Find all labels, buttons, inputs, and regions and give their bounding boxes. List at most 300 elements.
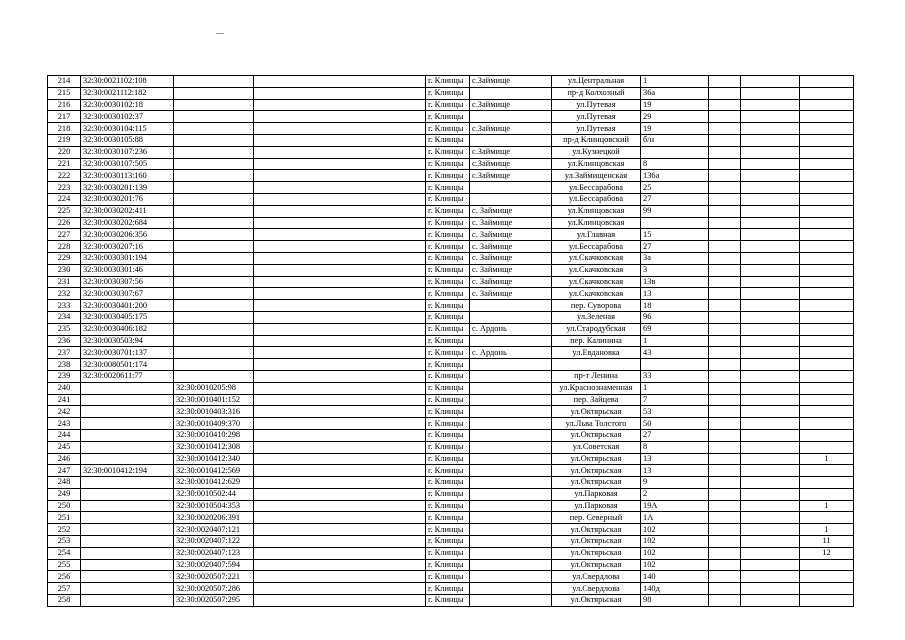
house-number-cell: 102 <box>641 524 709 536</box>
blank-column-cell <box>254 524 426 536</box>
row-number-cell: 246 <box>48 453 81 465</box>
street-cell: пер. Зайцева <box>552 394 641 406</box>
extra-column-2-cell <box>741 429 800 441</box>
street-cell: ул.Путевая <box>552 111 641 123</box>
row-number-cell: 257 <box>48 583 81 595</box>
cadastral-number-2-cell <box>174 193 254 205</box>
cadastral-number-1-cell: 32:30:0080501:174 <box>81 359 174 371</box>
street-cell: ул.Советская <box>552 441 641 453</box>
extra-column-2-cell <box>741 347 800 359</box>
settlement-cell <box>470 311 552 323</box>
cadastral-number-2-cell <box>174 347 254 359</box>
extra-column-1-cell <box>709 418 741 430</box>
settlement-cell <box>470 406 552 418</box>
city-cell: г. Клинцы <box>426 123 470 135</box>
cadastral-number-1-cell: 32:30:0030301:194 <box>81 252 174 264</box>
extra-column-2-cell <box>741 571 800 583</box>
extra-column-1-cell <box>709 311 741 323</box>
row-number-cell: 231 <box>48 276 81 288</box>
row-number-cell: 217 <box>48 111 81 123</box>
city-cell: г. Клинцы <box>426 536 470 548</box>
blank-column-cell <box>254 512 426 524</box>
extra-column-3-cell: 1 <box>800 500 854 512</box>
settlement-cell: с. Ардонь <box>470 323 552 335</box>
house-number-cell: б/н <box>641 134 709 146</box>
extra-column-3-cell <box>800 229 854 241</box>
extra-column-3-cell <box>800 359 854 371</box>
table-row <box>48 465 854 477</box>
cadastral-number-2-cell <box>174 229 254 241</box>
house-number-cell: 8 <box>641 441 709 453</box>
extra-column-1-cell <box>709 477 741 489</box>
street-cell: ул.Скачковская <box>552 276 641 288</box>
extra-column-3-cell <box>800 394 854 406</box>
table-row <box>48 477 854 489</box>
city-cell: г. Клинцы <box>426 146 470 158</box>
settlement-cell: с.Займище <box>470 123 552 135</box>
settlement-cell <box>470 370 552 382</box>
street-cell: ул.Скачковская <box>552 252 641 264</box>
extra-column-1-cell <box>709 500 741 512</box>
cadastral-number-1-cell: 32:30:0030207:16 <box>81 241 174 253</box>
settlement-cell <box>470 441 552 453</box>
street-cell: ул.Стародубская <box>552 323 641 335</box>
extra-column-3-cell <box>800 406 854 418</box>
street-cell: ул.Бессарабова <box>552 241 641 253</box>
city-cell: г. Клинцы <box>426 87 470 99</box>
row-number-cell: 253 <box>48 536 81 548</box>
settlement-cell <box>470 583 552 595</box>
settlement-cell <box>470 429 552 441</box>
extra-column-2-cell <box>741 453 800 465</box>
extra-column-3-cell <box>800 300 854 312</box>
row-number-cell: 249 <box>48 488 81 500</box>
table-row <box>48 276 854 288</box>
house-number-cell: 13 <box>641 453 709 465</box>
extra-column-3-cell: 12 <box>800 547 854 559</box>
cadastral-number-2-cell: 32:30:0010412:569 <box>174 465 254 477</box>
extra-column-2-cell <box>741 406 800 418</box>
extra-column-2-cell <box>741 158 800 170</box>
settlement-cell <box>470 465 552 477</box>
extra-column-1-cell <box>709 359 741 371</box>
cadastral-number-1-cell: 32:30:0030113:160 <box>81 170 174 182</box>
table-row <box>48 205 854 217</box>
extra-column-2-cell <box>741 370 800 382</box>
row-number-cell: 233 <box>48 300 81 312</box>
cadastral-number-1-cell: 32:30:0010412:194 <box>81 465 174 477</box>
street-cell: ул.Кузнецкой <box>552 146 641 158</box>
row-number-cell: 250 <box>48 500 81 512</box>
extra-column-1-cell <box>709 182 741 194</box>
cadastral-number-2-cell: 32:30:0010412:308 <box>174 441 254 453</box>
extra-column-2-cell <box>741 595 800 607</box>
street-cell: ул.Свердлова <box>552 571 641 583</box>
house-number-cell: 140д <box>641 583 709 595</box>
cadastral-number-2-cell: 32:30:0020206:391 <box>174 512 254 524</box>
row-number-cell: 241 <box>48 394 81 406</box>
settlement-cell <box>470 536 552 548</box>
row-number-cell: 254 <box>48 547 81 559</box>
city-cell: г. Клинцы <box>426 347 470 359</box>
cadastral-number-2-cell <box>174 323 254 335</box>
cadastral-number-1-cell: 32:30:0021112:182 <box>81 87 174 99</box>
house-number-cell: 27 <box>641 241 709 253</box>
house-number-cell: 13в <box>641 276 709 288</box>
extra-column-1-cell <box>709 323 741 335</box>
street-cell: ул.Октярьская <box>552 477 641 489</box>
table-row <box>48 264 854 276</box>
cadastral-number-1-cell <box>81 477 174 489</box>
cadastral-number-2-cell <box>174 335 254 347</box>
extra-column-2-cell <box>741 300 800 312</box>
row-number-cell: 232 <box>48 288 81 300</box>
blank-column-cell <box>254 134 426 146</box>
settlement-cell: с. Займище <box>470 276 552 288</box>
table-row <box>48 394 854 406</box>
city-cell: г. Клинцы <box>426 429 470 441</box>
street-cell: ул.Евдановка <box>552 347 641 359</box>
cadastral-number-2-cell <box>174 359 254 371</box>
street-cell: ул.Октярьская <box>552 465 641 477</box>
table-row <box>48 170 854 182</box>
row-number-cell: 256 <box>48 571 81 583</box>
blank-column-cell <box>254 193 426 205</box>
city-cell: г. Клинцы <box>426 300 470 312</box>
cadastral-number-1-cell: 32:30:0030102:18 <box>81 99 174 111</box>
cadastral-number-1-cell <box>81 382 174 394</box>
settlement-cell: с. Займище <box>470 229 552 241</box>
settlement-cell <box>470 488 552 500</box>
cadastral-number-2-cell <box>174 182 254 194</box>
extra-column-2-cell <box>741 87 800 99</box>
house-number-cell: 43 <box>641 347 709 359</box>
table-row <box>48 418 854 430</box>
extra-column-3-cell <box>800 465 854 477</box>
extra-column-2-cell <box>741 99 800 111</box>
blank-column-cell <box>254 406 426 418</box>
extra-column-1-cell <box>709 300 741 312</box>
city-cell: г. Клинцы <box>426 382 470 394</box>
city-cell: г. Клинцы <box>426 359 470 371</box>
cadastral-number-1-cell: 32:30:0030405:175 <box>81 311 174 323</box>
cadastral-number-1-cell: 32:30:0021102:108 <box>81 76 174 88</box>
settlement-cell <box>470 500 552 512</box>
extra-column-1-cell <box>709 488 741 500</box>
blank-column-cell <box>254 359 426 371</box>
extra-column-3-cell <box>800 134 854 146</box>
cadastral-number-1-cell: 32:30:0030406:182 <box>81 323 174 335</box>
extra-column-3-cell <box>800 170 854 182</box>
extra-column-1-cell <box>709 241 741 253</box>
table-row <box>48 512 854 524</box>
cadastral-number-1-cell <box>81 453 174 465</box>
city-cell: г. Клинцы <box>426 335 470 347</box>
cadastral-number-1-cell: 32:30:0030107:505 <box>81 158 174 170</box>
table-row <box>48 158 854 170</box>
row-number-cell: 240 <box>48 382 81 394</box>
extra-column-1-cell <box>709 146 741 158</box>
blank-column-cell <box>254 311 426 323</box>
house-number-cell: 96 <box>641 311 709 323</box>
street-cell: ул.Октярьская <box>552 524 641 536</box>
blank-column-cell <box>254 429 426 441</box>
extra-column-3-cell <box>800 123 854 135</box>
extra-column-2-cell <box>741 559 800 571</box>
extra-column-1-cell <box>709 571 741 583</box>
street-cell: ул.Краснознаменная <box>552 382 641 394</box>
extra-column-1-cell <box>709 335 741 347</box>
extra-column-3-cell <box>800 382 854 394</box>
blank-column-cell <box>254 595 426 607</box>
extra-column-1-cell <box>709 193 741 205</box>
extra-column-3-cell <box>800 158 854 170</box>
settlement-cell <box>470 87 552 99</box>
extra-column-2-cell <box>741 264 800 276</box>
table-row <box>48 76 854 88</box>
street-cell: ул.Октярьская <box>552 595 641 607</box>
cadastral-number-1-cell <box>81 583 174 595</box>
blank-column-cell <box>254 300 426 312</box>
cadastral-number-2-cell <box>174 205 254 217</box>
cadastral-number-2-cell: 32:30:0010412:340 <box>174 453 254 465</box>
settlement-cell <box>470 193 552 205</box>
house-number-cell: 19А <box>641 500 709 512</box>
cadastral-number-2-cell <box>174 170 254 182</box>
extra-column-1-cell <box>709 465 741 477</box>
extra-column-2-cell <box>741 335 800 347</box>
cadastral-number-1-cell: 32:30:0030701:137 <box>81 347 174 359</box>
city-cell: г. Клинцы <box>426 205 470 217</box>
extra-column-3-cell <box>800 441 854 453</box>
house-number-cell <box>641 217 709 229</box>
row-number-cell: 242 <box>48 406 81 418</box>
blank-column-cell <box>254 111 426 123</box>
blank-column-cell <box>254 252 426 264</box>
street-cell: ул.Свердлова <box>552 583 641 595</box>
table-row <box>48 347 854 359</box>
cadastral-number-2-cell: 32:30:0010412:629 <box>174 477 254 489</box>
table-row <box>48 571 854 583</box>
table-row <box>48 111 854 123</box>
settlement-cell <box>470 335 552 347</box>
city-cell: г. Клинцы <box>426 229 470 241</box>
blank-column-cell <box>254 205 426 217</box>
city-cell: г. Клинцы <box>426 477 470 489</box>
extra-column-3-cell <box>800 512 854 524</box>
settlement-cell: с. Займище <box>470 217 552 229</box>
city-cell: г. Клинцы <box>426 370 470 382</box>
house-number-cell: 19 <box>641 99 709 111</box>
row-number-cell: 248 <box>48 477 81 489</box>
city-cell: г. Клинцы <box>426 217 470 229</box>
extra-column-2-cell <box>741 229 800 241</box>
extra-column-2-cell <box>741 76 800 88</box>
settlement-cell <box>470 571 552 583</box>
cadastral-number-2-cell <box>174 276 254 288</box>
table-row <box>48 300 854 312</box>
house-number-cell: 27 <box>641 193 709 205</box>
extra-column-2-cell <box>741 583 800 595</box>
city-cell: г. Клинцы <box>426 547 470 559</box>
extra-column-2-cell <box>741 441 800 453</box>
house-number-cell: 1 <box>641 76 709 88</box>
extra-column-2-cell <box>741 182 800 194</box>
city-cell: г. Клинцы <box>426 252 470 264</box>
house-number-cell: 99 <box>641 205 709 217</box>
blank-column-cell <box>254 465 426 477</box>
extra-column-2-cell <box>741 512 800 524</box>
extra-column-2-cell <box>741 500 800 512</box>
cadastral-number-2-cell: 32:30:0020507:221 <box>174 571 254 583</box>
cadastral-number-2-cell <box>174 252 254 264</box>
extra-column-1-cell <box>709 76 741 88</box>
cadastral-number-1-cell: 32:30:0030102:37 <box>81 111 174 123</box>
table-row <box>48 335 854 347</box>
row-number-cell: 235 <box>48 323 81 335</box>
extra-column-2-cell <box>741 477 800 489</box>
table-row <box>48 87 854 99</box>
cadastral-number-2-cell: 32:30:0020407:123 <box>174 547 254 559</box>
extra-column-3-cell <box>800 370 854 382</box>
table-row <box>48 441 854 453</box>
table-row <box>48 217 854 229</box>
house-number-cell: 1А <box>641 512 709 524</box>
house-number-cell: 2 <box>641 488 709 500</box>
extra-column-1-cell <box>709 229 741 241</box>
street-cell: ул.Октярьская <box>552 429 641 441</box>
settlement-cell <box>470 418 552 430</box>
cadastral-number-1-cell <box>81 512 174 524</box>
extra-column-2-cell <box>741 241 800 253</box>
cadastral-number-1-cell <box>81 394 174 406</box>
house-number-cell <box>641 359 709 371</box>
extra-column-3-cell <box>800 264 854 276</box>
cadastral-number-1-cell: 32:30:0030201:76 <box>81 193 174 205</box>
extra-column-3-cell: 1 <box>800 453 854 465</box>
row-number-cell: 226 <box>48 217 81 229</box>
cadastral-number-2-cell <box>174 99 254 111</box>
house-number-cell: 7 <box>641 394 709 406</box>
table-row <box>48 406 854 418</box>
blank-column-cell <box>254 217 426 229</box>
settlement-cell: с.Займище <box>470 146 552 158</box>
extra-column-2-cell <box>741 382 800 394</box>
house-number-cell: 140 <box>641 571 709 583</box>
row-number-cell: 228 <box>48 241 81 253</box>
cadastral-number-1-cell <box>81 571 174 583</box>
blank-column-cell <box>254 264 426 276</box>
row-number-cell: 234 <box>48 311 81 323</box>
row-number-cell: 221 <box>48 158 81 170</box>
house-number-cell: 9 <box>641 477 709 489</box>
table-row <box>48 229 854 241</box>
blank-column-cell <box>254 477 426 489</box>
settlement-cell <box>470 477 552 489</box>
street-cell: ул.Скачковская <box>552 288 641 300</box>
street-cell: пр-т Ленина <box>552 370 641 382</box>
settlement-cell: с. Займище <box>470 252 552 264</box>
extra-column-2-cell <box>741 111 800 123</box>
house-number-cell: 1 <box>641 335 709 347</box>
house-number-cell: 53 <box>641 406 709 418</box>
street-cell: ул.Путевая <box>552 99 641 111</box>
street-cell: ул.Октярьская <box>552 559 641 571</box>
extra-column-1-cell <box>709 536 741 548</box>
city-cell: г. Клинцы <box>426 441 470 453</box>
row-number-cell: 214 <box>48 76 81 88</box>
settlement-cell <box>470 559 552 571</box>
blank-column-cell <box>254 241 426 253</box>
extra-column-1-cell <box>709 252 741 264</box>
extra-column-3-cell <box>800 99 854 111</box>
extra-column-3-cell <box>800 583 854 595</box>
extra-column-1-cell <box>709 158 741 170</box>
extra-column-3-cell <box>800 205 854 217</box>
cadastral-number-1-cell: 32:30:0030107:236 <box>81 146 174 158</box>
table-row <box>48 453 854 465</box>
settlement-cell <box>470 512 552 524</box>
extra-column-1-cell <box>709 524 741 536</box>
extra-column-3-cell <box>800 559 854 571</box>
cadastral-number-1-cell <box>81 441 174 453</box>
house-number-cell: 102 <box>641 547 709 559</box>
extra-column-2-cell <box>741 465 800 477</box>
blank-column-cell <box>254 335 426 347</box>
street-cell: ул.Займищенская <box>552 170 641 182</box>
settlement-cell: с. Займище <box>470 288 552 300</box>
blank-column-cell <box>254 571 426 583</box>
row-number-cell: 247 <box>48 465 81 477</box>
blank-column-cell <box>254 182 426 194</box>
city-cell: г. Клинцы <box>426 276 470 288</box>
street-cell: ул.Центральная <box>552 76 641 88</box>
cadastral-number-2-cell <box>174 123 254 135</box>
cadastral-number-2-cell: 32:30:0010504:353 <box>174 500 254 512</box>
cadastral-number-2-cell: 32:30:0020507:295 <box>174 595 254 607</box>
settlement-cell <box>470 111 552 123</box>
cadastral-number-2-cell <box>174 264 254 276</box>
city-cell: г. Клинцы <box>426 524 470 536</box>
table-row <box>48 146 854 158</box>
city-cell: г. Клинцы <box>426 158 470 170</box>
house-number-cell: 19 <box>641 123 709 135</box>
extra-column-3-cell <box>800 311 854 323</box>
row-number-cell: 239 <box>48 370 81 382</box>
extra-column-2-cell <box>741 547 800 559</box>
extra-column-2-cell <box>741 359 800 371</box>
cadastral-table <box>47 75 854 607</box>
house-number-cell: 27 <box>641 429 709 441</box>
city-cell: г. Клинцы <box>426 76 470 88</box>
street-cell: ул.Октярьская <box>552 406 641 418</box>
street-cell: ул.Клинцовская <box>552 158 641 170</box>
extra-column-1-cell <box>709 288 741 300</box>
row-number-cell: 224 <box>48 193 81 205</box>
city-cell: г. Клинцы <box>426 323 470 335</box>
settlement-cell <box>470 182 552 194</box>
city-cell: г. Клинцы <box>426 465 470 477</box>
table-row <box>48 500 854 512</box>
blank-column-cell <box>254 170 426 182</box>
extra-column-1-cell <box>709 429 741 441</box>
settlement-cell <box>470 382 552 394</box>
extra-column-3-cell <box>800 335 854 347</box>
house-number-cell <box>641 146 709 158</box>
extra-column-2-cell <box>741 134 800 146</box>
settlement-cell: с.Займище <box>470 170 552 182</box>
blank-column-cell <box>254 418 426 430</box>
